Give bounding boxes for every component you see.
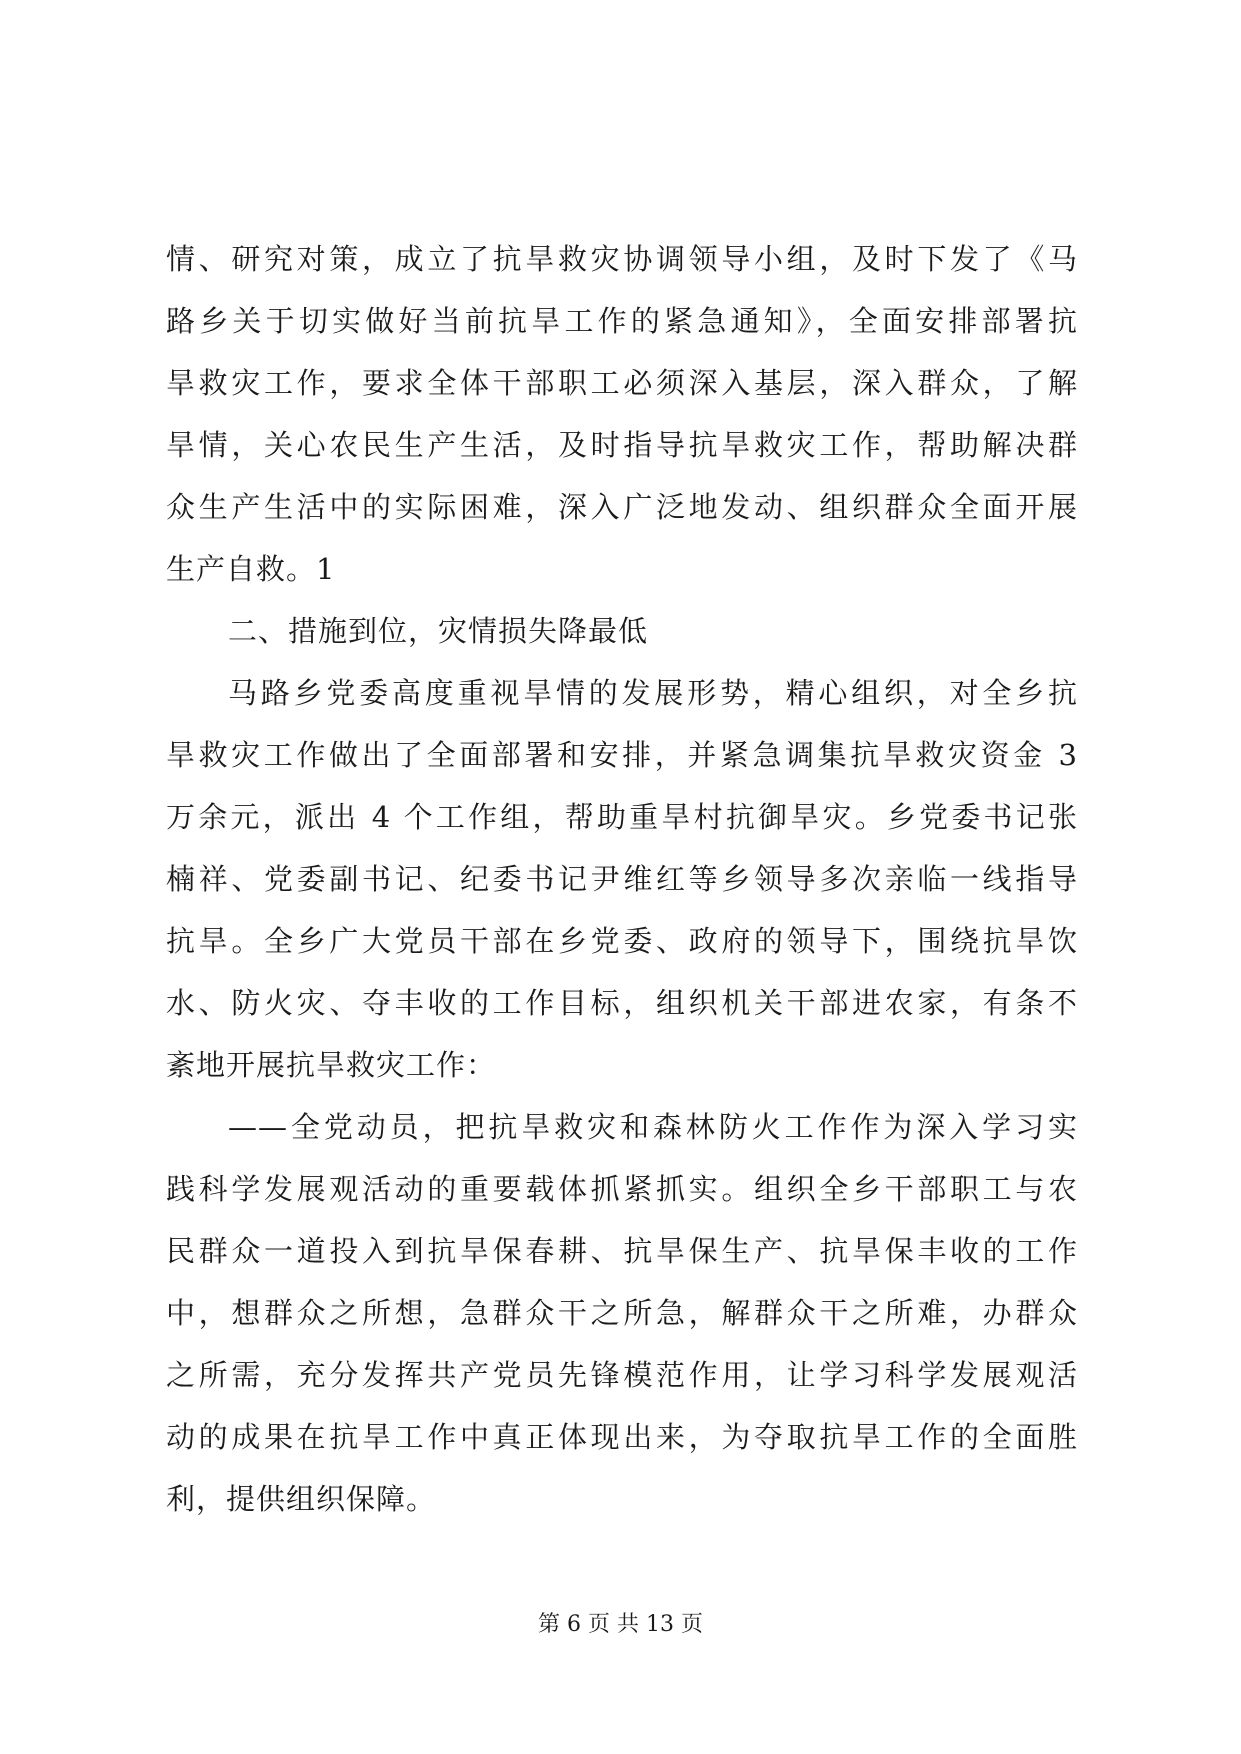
text-line: ——全党动员，把抗旱救灾和森林防火工作作为深入学习实 (228, 1110, 1078, 1144)
text-line: 二、措施到位，灾情损失降最低 (228, 614, 649, 648)
text-line: 生产自救。1 (166, 552, 336, 586)
paragraph (166, 228, 1078, 600)
text-line: 之所需，充分发挥共产党员先锋模范作用，让学习科学发展观活 (166, 1358, 1078, 1392)
text-line: 民群众一道投入到抗旱保春耕、抗旱保生产、抗旱保丰收的工作 (166, 1234, 1078, 1268)
text-line: 紊地开展抗旱救灾工作： (166, 1048, 497, 1082)
text-line: 动的成果在抗旱工作中真正体现出来，为夺取抗旱工作的全面胜 (166, 1420, 1078, 1454)
text-line: 情、研究对策，成立了抗旱救灾协调领导小组，及时下发了《马 (166, 242, 1078, 276)
text-line: 旱救灾工作，要求全体干部职工必须深入基层，深入群众，了解 (166, 366, 1078, 400)
paragraph (166, 662, 1078, 1096)
text-line: 路乡关于切实做好当前抗旱工作的紧急通知》，全面安排部署抗 (166, 304, 1078, 338)
text-line: 楠祥、党委副书记、纪委书记尹维红等乡领导多次亲临一线指导 (166, 862, 1078, 896)
text-line: 中，想群众之所想，急群众干之所急，解群众干之所难，办群众 (166, 1296, 1078, 1330)
text-line: 旱情，关心农民生产生活，及时指导抗旱救灾工作，帮助解决群 (166, 428, 1078, 462)
text-line: 抗旱。全乡广大党员干部在乡党委、政府的领导下，围绕抗旱饮 (166, 924, 1078, 958)
text-line: 水、防火灾、夺丰收的工作目标，组织机关干部进农家，有条不 (166, 986, 1078, 1020)
paragraph (166, 600, 1078, 662)
paragraph (166, 1096, 1078, 1530)
text-line: 践科学发展观活动的重要载体抓紧抓实。组织全乡干部职工与农 (166, 1172, 1078, 1206)
body-text (166, 228, 1078, 1530)
text-line: 众生产生活中的实际困难，深入广泛地发动、组织群众全面开展 (166, 490, 1078, 524)
text-line: 马路乡党委高度重视旱情的发展形势，精心组织，对全乡抗 (228, 676, 1078, 710)
page-footer: 第 6 页 共 13 页 (538, 1612, 703, 1637)
text-line: 万余元，派出 4 个工作组，帮助重旱村抗御旱灾。乡党委书记张 (166, 800, 1078, 834)
text-line: 利，提供组织保障。 (166, 1482, 437, 1516)
text-line: 旱救灾工作做出了全面部署和安排，并紧急调集抗旱救灾资金 3 (166, 738, 1078, 772)
